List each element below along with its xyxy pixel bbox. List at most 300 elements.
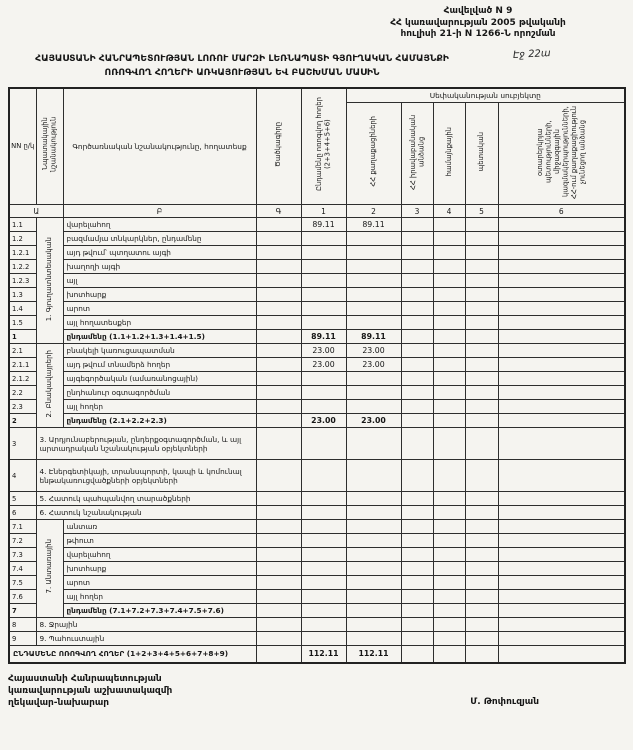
foreign-value	[498, 302, 625, 316]
citizens-value: 23.00	[346, 414, 401, 428]
total-irrigated-value	[301, 590, 346, 604]
signatory-title-line2: կառավարության աշխատակազմի	[8, 685, 173, 696]
foreign-value	[498, 386, 625, 400]
foreign-value	[498, 358, 625, 372]
code-value	[256, 646, 301, 663]
signatory-title	[8, 673, 172, 709]
legal-entities-value	[401, 414, 433, 428]
code-value	[256, 506, 301, 520]
table-row	[9, 414, 625, 428]
citizens-value	[346, 372, 401, 386]
land-type-label: այլ հողեր	[63, 590, 256, 604]
table-row	[9, 632, 625, 646]
legal-entities-value	[401, 618, 433, 632]
row-number: 7.6	[9, 590, 36, 604]
column-letter-b: Բ	[63, 205, 256, 218]
column-letter-a: Ա	[9, 205, 63, 218]
legal-entities-value	[401, 428, 433, 460]
citizens-value	[346, 316, 401, 330]
col-header-legal-entities	[401, 103, 433, 205]
state-value	[465, 520, 498, 534]
legal-entities-value	[401, 520, 433, 534]
code-value	[256, 232, 301, 246]
purpose-group-cell	[36, 344, 63, 428]
code-value	[256, 302, 301, 316]
table-row	[9, 302, 625, 316]
state-value	[465, 506, 498, 520]
total-irrigated-value	[301, 288, 346, 302]
foreign-value	[498, 460, 625, 492]
community-value	[433, 232, 465, 246]
land-type-label: խոտհարք	[63, 288, 256, 302]
row-number: 7.4	[9, 562, 36, 576]
community-value	[433, 492, 465, 506]
row-number: 1.5	[9, 316, 36, 330]
legal-entities-value	[401, 506, 433, 520]
legal-entities-value	[401, 534, 433, 548]
legal-entities-value	[401, 646, 433, 663]
legal-entities-value	[401, 460, 433, 492]
citizens-value: 89.11	[346, 218, 401, 232]
citizens-value	[346, 590, 401, 604]
total-irrigated-value	[301, 302, 346, 316]
appendix-decision-line: հուլիսի 21-ի N 1266-Ն որոշման	[400, 29, 556, 40]
appendix-gov-line: ՀՀ կառավարության 2005 թվականի	[390, 17, 566, 28]
row-number: 1.2	[9, 232, 36, 246]
total-irrigated-value	[301, 386, 346, 400]
col-header-community-text: համայնքային	[444, 126, 453, 177]
table-row	[9, 386, 625, 400]
citizens-value	[346, 632, 401, 646]
state-value	[465, 492, 498, 506]
total-irrigated-value	[301, 428, 346, 460]
table-header-row-1	[9, 88, 625, 103]
column-number-6: 6	[498, 205, 625, 218]
col-header-code	[256, 88, 301, 205]
purpose-group-cell	[36, 520, 63, 618]
row-number: 7.1	[9, 520, 36, 534]
community-value	[433, 274, 465, 288]
row-number: 9	[9, 632, 36, 646]
legal-entities-value	[401, 590, 433, 604]
citizens-value: 23.00	[346, 358, 401, 372]
table-body	[9, 218, 625, 663]
community-value	[433, 358, 465, 372]
community-value	[433, 372, 465, 386]
table-row	[9, 460, 625, 492]
citizens-value: 112.11	[346, 646, 401, 663]
table-row	[9, 492, 625, 506]
legal-entities-value	[401, 288, 433, 302]
community-value	[433, 618, 465, 632]
state-value	[465, 548, 498, 562]
state-value	[465, 372, 498, 386]
row-number: 4	[9, 460, 36, 492]
table-row	[9, 428, 625, 460]
land-type-label: բնակելի կառուցապատման	[63, 344, 256, 358]
table-row	[9, 604, 625, 618]
code-value	[256, 428, 301, 460]
code-value	[256, 274, 301, 288]
code-value	[256, 520, 301, 534]
irrigated-lands-table	[8, 87, 626, 664]
row-number: 5	[9, 492, 36, 506]
state-value	[465, 460, 498, 492]
legal-entities-value	[401, 316, 433, 330]
community-value	[433, 562, 465, 576]
legal-entities-value	[401, 372, 433, 386]
state-value	[465, 576, 498, 590]
code-value	[256, 590, 301, 604]
state-value	[465, 218, 498, 232]
column-number-5: 5	[465, 205, 498, 218]
legal-entities-value	[401, 358, 433, 372]
foreign-value	[498, 260, 625, 274]
state-value	[465, 618, 498, 632]
land-type-label: այդ թվում տնամերձ հողեր	[63, 358, 256, 372]
legal-entities-value	[401, 302, 433, 316]
foreign-value	[498, 646, 625, 663]
code-value	[256, 358, 301, 372]
state-value	[465, 302, 498, 316]
row-number: 2.1.2	[9, 372, 36, 386]
citizens-value	[346, 302, 401, 316]
land-type-label: 6. Հատուկ նշանակության	[36, 506, 256, 520]
code-value	[256, 218, 301, 232]
legal-entities-value	[401, 330, 433, 344]
foreign-value	[498, 576, 625, 590]
state-value	[465, 260, 498, 274]
table-row	[9, 260, 625, 274]
grand-total-row	[9, 646, 625, 663]
land-type-label: թփուտ	[63, 534, 256, 548]
total-irrigated-value	[301, 520, 346, 534]
legal-entities-value	[401, 274, 433, 288]
table-row	[9, 330, 625, 344]
legal-entities-value	[401, 260, 433, 274]
community-value	[433, 604, 465, 618]
foreign-value	[498, 316, 625, 330]
legal-entities-value	[401, 562, 433, 576]
state-value	[465, 414, 498, 428]
legal-entities-value	[401, 492, 433, 506]
land-type-label: ընդհանուր օգտագործման	[63, 386, 256, 400]
state-value	[465, 562, 498, 576]
foreign-value	[498, 428, 625, 460]
citizens-value	[346, 400, 401, 414]
code-value	[256, 618, 301, 632]
foreign-value	[498, 548, 625, 562]
land-type-label: անտառ	[63, 520, 256, 534]
community-value	[433, 590, 465, 604]
total-irrigated-value	[301, 534, 346, 548]
total-irrigated-value	[301, 372, 346, 386]
total-irrigated-value	[301, 562, 346, 576]
row-number: 1	[9, 330, 36, 344]
total-irrigated-value: 112.11	[301, 646, 346, 663]
signatory-name: Մ. Թոփուզյան	[470, 696, 539, 707]
citizens-value: 23.00	[346, 344, 401, 358]
row-number: 8	[9, 618, 36, 632]
land-type-label: վարելահող	[63, 548, 256, 562]
table-row	[9, 618, 625, 632]
foreign-value	[498, 344, 625, 358]
state-value	[465, 232, 498, 246]
citizens-value	[346, 604, 401, 618]
legal-entities-value	[401, 232, 433, 246]
column-number-2: 2	[346, 205, 401, 218]
col-header-citizens-text: ՀՀ քաղաքացիների	[369, 116, 378, 187]
row-number: 1.2.2	[9, 260, 36, 274]
table-row	[9, 358, 625, 372]
foreign-value	[498, 618, 625, 632]
state-value	[465, 288, 498, 302]
table-row	[9, 548, 625, 562]
land-type-label: ընդամենը (1.1+1.2+1.3+1.4+1.5)	[63, 330, 256, 344]
land-type-label: ընդամենը (2.1+2.2+2.3)	[63, 414, 256, 428]
table-row	[9, 534, 625, 548]
column-letter-g: Գ	[256, 205, 301, 218]
col-header-foreign	[498, 103, 625, 205]
row-number: 2.1	[9, 344, 36, 358]
foreign-value	[498, 274, 625, 288]
code-value	[256, 288, 301, 302]
land-type-label: այլ հողեր	[63, 400, 256, 414]
code-value	[256, 344, 301, 358]
community-value	[433, 576, 465, 590]
col-header-total-text: Ընդամենը ոռոգվող հողեր (2+3+4+5+6)	[315, 97, 332, 192]
column-letters-row	[9, 205, 625, 218]
column-number-4: 4	[433, 205, 465, 218]
table-row	[9, 288, 625, 302]
total-irrigated-value: 23.00	[301, 344, 346, 358]
foreign-value	[498, 372, 625, 386]
purpose-group-label: 7. Անտառային	[45, 539, 54, 594]
col-header-state-text: պետական	[477, 131, 486, 172]
state-value	[465, 358, 498, 372]
appendix-block	[334, 6, 622, 41]
citizens-value	[346, 506, 401, 520]
foreign-value	[498, 414, 625, 428]
row-number: 3	[9, 428, 36, 460]
col-header-foreign-text: օտարերկրյա պետությունների, միջազգային կազմակերպությունների, ՀՀ-ում քաղաքացիություն չունեցող անձանց	[535, 105, 587, 199]
table-row	[9, 246, 625, 260]
row-number: 2	[9, 414, 36, 428]
row-number: 1.1	[9, 218, 36, 232]
row-number: 1.2.1	[9, 246, 36, 260]
signatory-title-line1: Հայաստանի Հանրապետության	[8, 673, 162, 684]
community-value	[433, 520, 465, 534]
state-value	[465, 590, 498, 604]
total-irrigated-value	[301, 576, 346, 590]
code-value	[256, 534, 301, 548]
code-value	[256, 492, 301, 506]
total-irrigated-value	[301, 232, 346, 246]
state-value	[465, 274, 498, 288]
community-value	[433, 218, 465, 232]
row-number: 1.4	[9, 302, 36, 316]
foreign-value	[498, 288, 625, 302]
land-type-label: խաղողի այգի	[63, 260, 256, 274]
state-value	[465, 428, 498, 460]
citizens-value	[346, 534, 401, 548]
state-value	[465, 330, 498, 344]
state-value	[465, 534, 498, 548]
community-value	[433, 548, 465, 562]
citizens-value	[346, 562, 401, 576]
foreign-value	[498, 232, 625, 246]
community-value	[433, 316, 465, 330]
row-number: 2.3	[9, 400, 36, 414]
foreign-value	[498, 534, 625, 548]
land-type-label: 9. Պահուստային	[36, 632, 256, 646]
land-type-label: այդ թվում՝ պտղատու այգի	[63, 246, 256, 260]
col-header-state	[465, 103, 498, 205]
total-irrigated-value	[301, 604, 346, 618]
community-value	[433, 386, 465, 400]
col-header-community	[433, 103, 465, 205]
table-row	[9, 218, 625, 232]
citizens-value	[346, 260, 401, 274]
legal-entities-value	[401, 604, 433, 618]
table-header	[9, 88, 625, 218]
citizens-value	[346, 288, 401, 302]
legal-entities-value	[401, 576, 433, 590]
col-header-purpose	[36, 88, 63, 205]
code-value	[256, 604, 301, 618]
foreign-value	[498, 632, 625, 646]
row-number: 7	[9, 604, 36, 618]
signatory-title-line3: ղեկավար-նախարար	[8, 697, 110, 708]
foreign-value	[498, 400, 625, 414]
row-number: 7.3	[9, 548, 36, 562]
document-title-line2: ՈՌՈԳՎՈՂ ՀՈՂԵՐԻ ԱՌԿԱՅՈՒԹՅԱՆ ԵՎ ԲԱՇԽՄԱՆ ՄԱՍԻՆ	[104, 66, 380, 78]
table-row	[9, 520, 625, 534]
state-value	[465, 316, 498, 330]
total-irrigated-value	[301, 460, 346, 492]
signature-block	[8, 673, 625, 709]
code-value	[256, 460, 301, 492]
total-irrigated-value	[301, 548, 346, 562]
total-irrigated-value: 23.00	[301, 358, 346, 372]
citizens-value	[346, 548, 401, 562]
total-irrigated-value	[301, 506, 346, 520]
purpose-group-cell	[36, 218, 63, 344]
column-number-3: 3	[401, 205, 433, 218]
citizens-value	[346, 460, 401, 492]
code-value	[256, 316, 301, 330]
col-header-ownership: Սեփականության սուբյեկտը	[346, 88, 625, 103]
state-value	[465, 632, 498, 646]
state-value	[465, 246, 498, 260]
land-type-label: այլ	[63, 274, 256, 288]
community-value	[433, 428, 465, 460]
grand-total-label: ԸՆԴԱՄԵՆԸ ՈՌՈԳՎՈՂ ՀՈՂԵՐ (1+2+3+4+5+6+7+8+9)	[9, 646, 256, 663]
purpose-group-label: 2. Բնակավայրերի	[45, 349, 54, 418]
land-type-label: բազմամյա տնկարկներ, ընդամենը	[63, 232, 256, 246]
foreign-value	[498, 520, 625, 534]
table-row	[9, 590, 625, 604]
col-header-citizens	[346, 103, 401, 205]
legal-entities-value	[401, 344, 433, 358]
foreign-value	[498, 590, 625, 604]
land-type-label: 3. Արդյունաբերության, ընդերքօգտագործման, և այլ արտադրական նշանակության օբյեկտների	[36, 428, 256, 460]
total-irrigated-value	[301, 260, 346, 274]
community-value	[433, 344, 465, 358]
code-value	[256, 400, 301, 414]
code-value	[256, 548, 301, 562]
code-value	[256, 246, 301, 260]
row-number: 2.1.1	[9, 358, 36, 372]
citizens-value	[346, 428, 401, 460]
community-value	[433, 246, 465, 260]
handwritten-page-note: Էջ 22ա	[513, 48, 552, 61]
legal-entities-value	[401, 246, 433, 260]
col-header-nn: NN ը/կ	[9, 88, 36, 205]
code-value	[256, 576, 301, 590]
citizens-value	[346, 520, 401, 534]
code-value	[256, 562, 301, 576]
total-irrigated-value	[301, 618, 346, 632]
total-irrigated-value	[301, 400, 346, 414]
legal-entities-value	[401, 632, 433, 646]
community-value	[433, 460, 465, 492]
purpose-group-label: 1. Գյուղատնտեսական	[45, 236, 54, 321]
document-title-line1: ՀԱՅԱՍՏԱՆԻ ՀԱՆՐԱՊԵՏՈՒԹՅԱՆ ԼՈՌՈՒ ՄԱՐԶԻ ԼԵՌՆԱՊԱՏԻ ԳՅՈՒՂԱԿԱՆ ՀԱՄԱՅՆՔԻ	[35, 53, 449, 65]
legal-entities-value	[401, 386, 433, 400]
community-value	[433, 288, 465, 302]
total-irrigated-value	[301, 274, 346, 288]
total-irrigated-value	[301, 316, 346, 330]
code-value	[256, 372, 301, 386]
community-value	[433, 506, 465, 520]
citizens-value	[346, 576, 401, 590]
state-value	[465, 400, 498, 414]
document-title	[8, 52, 476, 80]
code-value	[256, 330, 301, 344]
total-irrigated-value: 89.11	[301, 330, 346, 344]
land-type-label: 5. Հատուկ պահպանվող տարածքների	[36, 492, 256, 506]
legal-entities-value	[401, 548, 433, 562]
citizens-value	[346, 386, 401, 400]
col-header-purpose-text: Նպատակային նշանակություն	[41, 116, 58, 173]
foreign-value	[498, 246, 625, 260]
land-type-label: արոտ	[63, 302, 256, 316]
community-value	[433, 632, 465, 646]
community-value	[433, 646, 465, 663]
land-type-label: 8. Ջրային	[36, 618, 256, 632]
citizens-value	[346, 246, 401, 260]
row-number: 2.2	[9, 386, 36, 400]
row-number: 6	[9, 506, 36, 520]
citizens-value	[346, 274, 401, 288]
table-row	[9, 344, 625, 358]
code-value	[256, 632, 301, 646]
state-value	[465, 344, 498, 358]
foreign-value	[498, 492, 625, 506]
table-row	[9, 400, 625, 414]
foreign-value	[498, 330, 625, 344]
table-row	[9, 274, 625, 288]
code-value	[256, 386, 301, 400]
table-row	[9, 232, 625, 246]
code-value	[256, 260, 301, 274]
community-value	[433, 400, 465, 414]
land-type-label: այլ հողատեսքեր	[63, 316, 256, 330]
land-type-label: արոտ	[63, 576, 256, 590]
foreign-value	[498, 506, 625, 520]
col-header-total	[301, 88, 346, 205]
